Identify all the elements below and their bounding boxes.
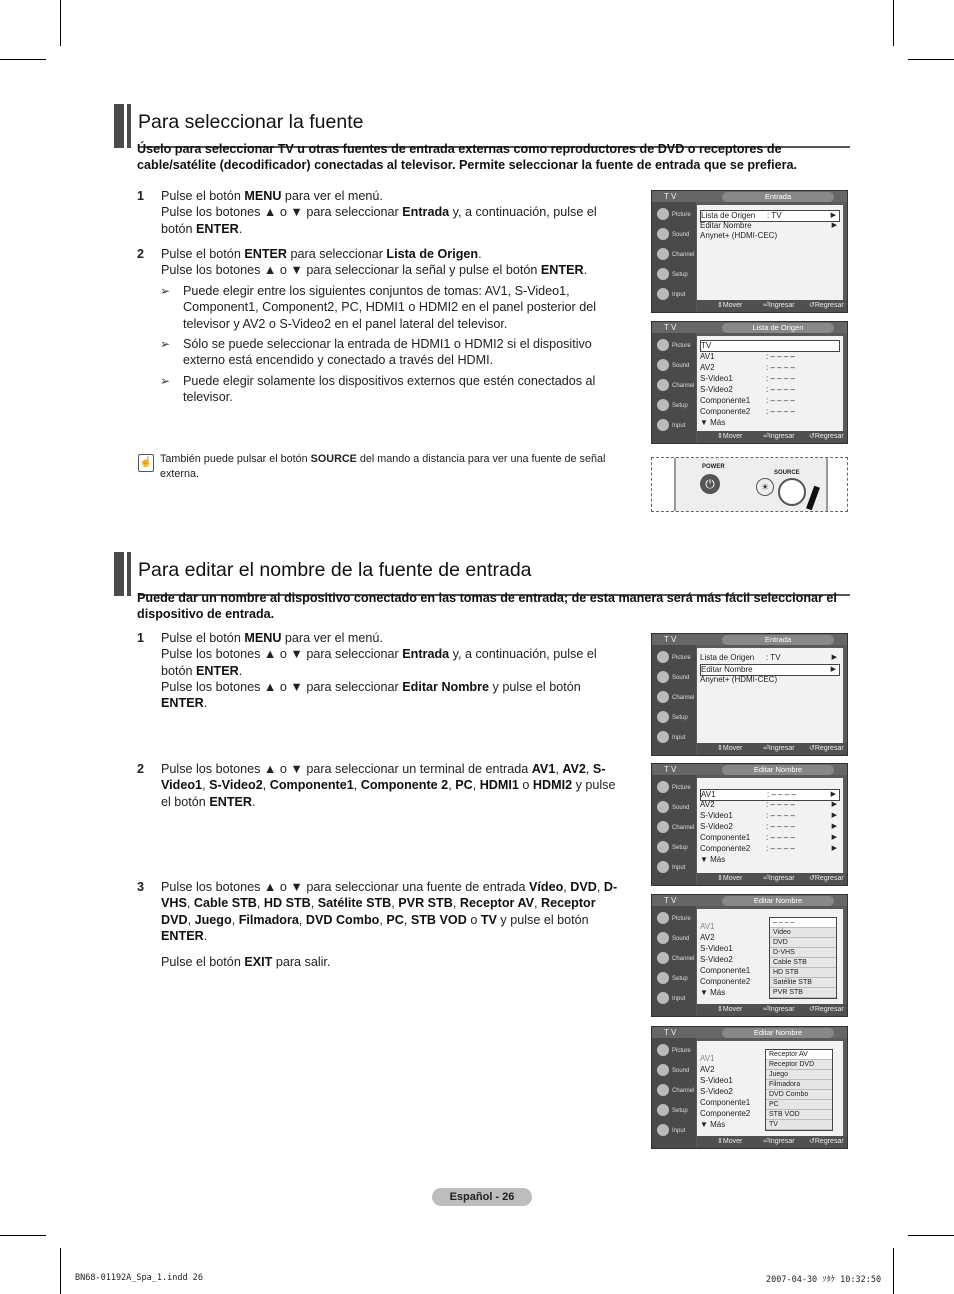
step (137, 761, 619, 810)
header-bar (114, 552, 124, 596)
crop-mark (0, 59, 46, 60)
step (137, 879, 619, 970)
channel-icon (657, 952, 669, 964)
setup-icon (657, 399, 669, 411)
crop-mark (893, 0, 894, 46)
channel-icon (657, 379, 669, 391)
setup-icon (657, 711, 669, 723)
sound-icon (657, 932, 669, 944)
section-title: Para seleccionar la fuente (138, 111, 364, 133)
setup-icon (657, 972, 669, 984)
step-number: 1 (137, 631, 145, 645)
sound-icon (657, 228, 669, 240)
source-name-dropdown[interactable]: – – – – Video DVD D-VHS Cable STB HD STB Satélite STB PVR STB (769, 917, 837, 999)
print-slug-date: 2007-04-30 ｿﾀｹ 10:32:50 (766, 1275, 882, 1285)
crop-mark (60, 0, 61, 46)
step (137, 630, 619, 711)
sound-icon (657, 1064, 669, 1076)
channel-icon (657, 248, 669, 260)
sound-icon (657, 359, 669, 371)
picture-icon (657, 208, 669, 220)
tip-note (138, 452, 608, 482)
print-slug-file: BN68-01192A_Spa_1.indd 26 (75, 1273, 203, 1283)
light-icon: ☀ (756, 478, 774, 496)
note-text: Puede elegir entre los siguientes conjuntos de tomas: AV1, S-Video1, Component1, Component2, PC, HDMI1 o HDMI2 en el panel posterior del televisor y AV2 o S-Video2 en el panel lateral del televisor. (183, 284, 597, 331)
crop-mark (908, 59, 954, 60)
step-text: Pulse el botón MENU para ver el menú. Pulse los botones ▲ o ▼ para seleccionar Entrada y, a continuación, pulse el botón ENTER. Pulse los botones ▲ o ▼ para seleccionar Editar Nombre y pulse el botón ENTER. (161, 631, 597, 711)
picture-icon (657, 339, 669, 351)
crop-mark (60, 1248, 61, 1294)
input-icon (657, 992, 669, 1004)
remote-illustration (651, 457, 848, 512)
osd-screen-editar-dropdown: T V Editar Nombre Picture Sound Channel Setup Input AV1 AV2 S-Video1 S-Video2 Componente1 Componente2 ▼ Más – – – – Video DVD D-VHS Cable STB HD STB Satélite STB PVR STB ⇕ Mover ⏎ Ingresar ↺ Regresar (651, 894, 848, 1017)
sound-icon (657, 671, 669, 683)
step (137, 246, 619, 279)
input-icon (657, 1124, 669, 1136)
step-number: 1 (137, 189, 145, 203)
arrow-icon: ➢ (160, 374, 171, 388)
input-icon (657, 288, 669, 300)
picture-icon (657, 781, 669, 793)
crop-mark (893, 1248, 894, 1294)
setup-icon (657, 841, 669, 853)
channel-icon (657, 1084, 669, 1096)
channel-icon (657, 691, 669, 703)
section-intro: Puede dar un nombre al dispositivo conectado en las tomas de entrada; de esta manera será más fácil seleccionar el dispositivo de entrada. (137, 591, 837, 621)
note (160, 373, 620, 406)
step-number: 3 (137, 880, 145, 894)
osd-screen-lista-origen: T V Lista de Origen Picture Sound Channel Setup Input TV AV1 : – – – – AV2 : – – – – S-Video1 : – – – – S-Video2 : – – – – Componente1 : – – – – Componente2 : – – – – ▼ Más ⇕ Mover ⏎ Ingresar ↺ Regresar (651, 321, 848, 444)
page-number: Español - 26 (432, 1188, 532, 1206)
power-label: POWER (702, 464, 725, 470)
step-text: Pulse los botones ▲ o ▼ para seleccionar una fuente de entrada Vídeo, DVD, D-VHS, Cable STB, HD STB, Satélite STB, PVR STB, Receptor AV, Receptor DVD, Juego, Filmadora, DVD Combo, PC, STB VOD o TV y pulse el botón ENTER. Pulse el botón EXIT para salir. (161, 880, 618, 970)
step-text: Pulse el botón ENTER para seleccionar Lista de Origen. Pulse los botones ▲ o ▼ para seleccionar la señal y pulse el botón ENTER. (161, 247, 588, 278)
picture-icon (657, 651, 669, 663)
note-text: Puede elegir solamente los dispositivos externos que estén conectados al televisor. (183, 374, 596, 405)
arrow-icon: ➢ (160, 284, 171, 298)
picture-icon (657, 912, 669, 924)
step-text: Pulse los botones ▲ o ▼ para seleccionar un terminal de entrada AV1, AV2, S-Video1, S-Video2, Componente1, Componente 2, PC, HDMI1 o HDMI2 y pulse el botón ENTER. (161, 762, 616, 809)
note (160, 283, 620, 332)
step (137, 188, 619, 237)
note-text: Sólo se puede seleccionar la entrada de HDMI1 o HDMI2 si el dispositivo externo está encendido y conectado a través del HDMI. (183, 337, 592, 368)
crop-mark (908, 1235, 954, 1236)
crop-mark (0, 1235, 46, 1236)
power-button-icon: ⏻ (700, 474, 720, 494)
osd-screen-editar-nombre: T V Editar Nombre Picture Sound Channel Setup Input AV1 : – – – – ▶ AV2 : – – – – ▶ S-Video1 : – – – – ▶ S-Video2 : – – – – ▶ Componente1 : – – – – ▶ Componente2 : – – – – ▶ ▼ Más ⇕ Mover ⏎ Ingresar ↺ Regresar (651, 763, 848, 886)
arrow-icon: ➢ (160, 337, 171, 351)
osd-screen-entrada-editar: T V Entrada Picture Sound Channel Setup Input Lista de Origen : TV ▶ Editar Nombre ▶ Anynet+ (HDMI-CEC) ⇕ Mover ⏎ Ingresar ↺ Regresar (651, 633, 848, 756)
source-button-icon (778, 478, 806, 506)
header-bar (114, 104, 124, 148)
step-text: Pulse el botón MENU para ver el menú. Pulse los botones ▲ o ▼ para seleccionar Entrada y, a continuación, pulse el botón ENTER. (161, 189, 597, 236)
source-name-dropdown[interactable]: Receptor AV Receptor DVD Juego Filmadora DVD Combo PC STB VOD TV (765, 1049, 833, 1131)
step-number: 2 (137, 247, 145, 261)
note (160, 336, 620, 369)
input-icon (657, 419, 669, 431)
tip-text: También puede pulsar el botón SOURCE del mando a distancia para ver una fuente de señal externa. (160, 453, 606, 480)
input-icon (657, 731, 669, 743)
input-icon (657, 861, 669, 873)
hand-note-icon: ☝ (138, 454, 154, 472)
section-title: Para editar el nombre de la fuente de entrada (138, 559, 532, 581)
channel-icon (657, 821, 669, 833)
osd-screen-entrada: T V Entrada Picture Sound Channel Setup Input Lista de Origen : TV ▶ Editar Nombre ▶ Anynet+ (HDMI-CEC) ⇕ Mover ⏎ Ingresar ↺ Regresar (651, 190, 848, 313)
sound-icon (657, 801, 669, 813)
source-label: SOURCE (774, 470, 800, 476)
header-bar (127, 104, 131, 148)
step-number: 2 (137, 762, 145, 776)
setup-icon (657, 268, 669, 280)
osd-screen-editar-dropdown-2: T V Editar Nombre Picture Sound Channel Setup Input AV1 AV2 S-Video1 S-Video2 Componente1 Componente2 ▼ Más Receptor AV Receptor DVD Juego Filmadora DVD Combo PC STB VOD TV ⇕ Mover ⏎ Ingresar ↺ Regresar (651, 1026, 848, 1149)
picture-icon (657, 1044, 669, 1056)
setup-icon (657, 1104, 669, 1116)
section-intro: Úselo para seleccionar TV u otras fuentes de entrada externas como reproductores de DVD o receptores de cable/satélite (decodificador) conectadas al televisor. Permite seleccionar la fuente de entrada que se prefiera. (137, 142, 798, 172)
header-bar (127, 552, 131, 596)
